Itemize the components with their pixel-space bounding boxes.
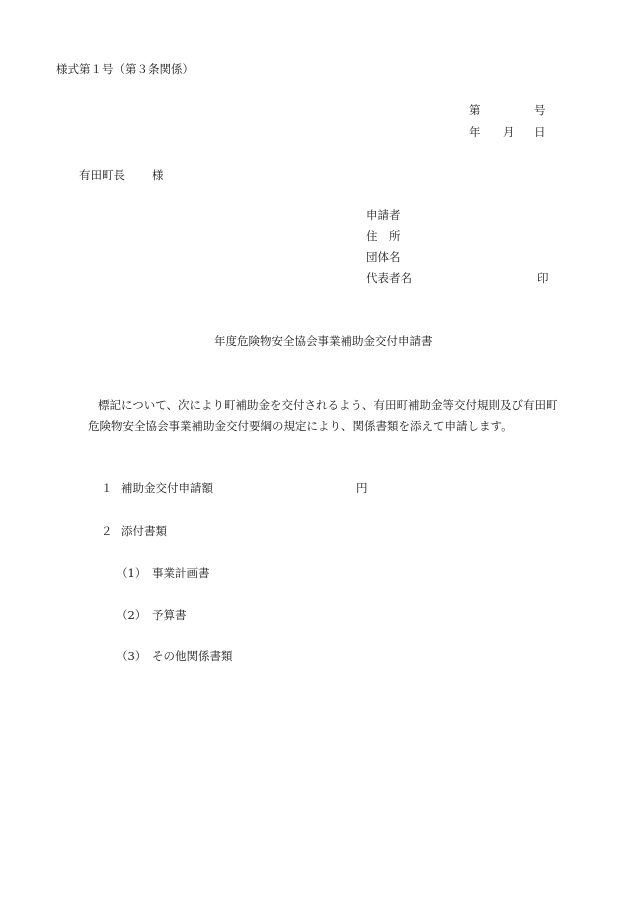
date-day-label: 日 (534, 125, 546, 139)
grant-amount-label: 補助金交付申請額 (121, 481, 213, 495)
attachments-label: 添付書類 (121, 524, 167, 538)
document-number-unit: 号 (534, 103, 546, 117)
addressee-name: 有田町長 (79, 168, 125, 182)
document-number-label: 第 (469, 103, 481, 117)
date-month-label: 月 (503, 125, 515, 139)
attachment-item: 事業計画書 (152, 566, 210, 580)
item-number: ２ (101, 524, 113, 538)
item-number: １ (101, 481, 113, 495)
group-name-label: 団体名 (366, 250, 401, 264)
seal-mark: 印 (537, 271, 549, 285)
addressee-suffix: 様 (152, 168, 164, 182)
attachment-item: 予算書 (152, 608, 187, 622)
form-number: 様式第１号（第３条関係） (56, 62, 194, 76)
grant-amount-unit: 円 (356, 481, 368, 495)
body-text-line-1: 標記について、次により町補助金を交付されるよう、有田町補助金等交付規則及び有田町 (98, 398, 558, 412)
date-year-label: 年 (469, 125, 481, 139)
attachment-number: （2） (116, 608, 147, 622)
attachment-item: その他関係書類 (152, 649, 233, 663)
address-label: 住 所 (366, 229, 401, 243)
applicant-label: 申請者 (366, 208, 401, 222)
body-text-line-2: 危険物安全協会事業補助金交付要綱の規定により、関係書類を添えて申請します。 (88, 419, 513, 433)
attachment-number: （3） (116, 649, 147, 663)
representative-label: 代表者名 (366, 271, 412, 285)
document-title: 年度危険物安全協会事業補助金交付申請書 (214, 334, 433, 348)
attachment-number: （1） (116, 566, 147, 580)
